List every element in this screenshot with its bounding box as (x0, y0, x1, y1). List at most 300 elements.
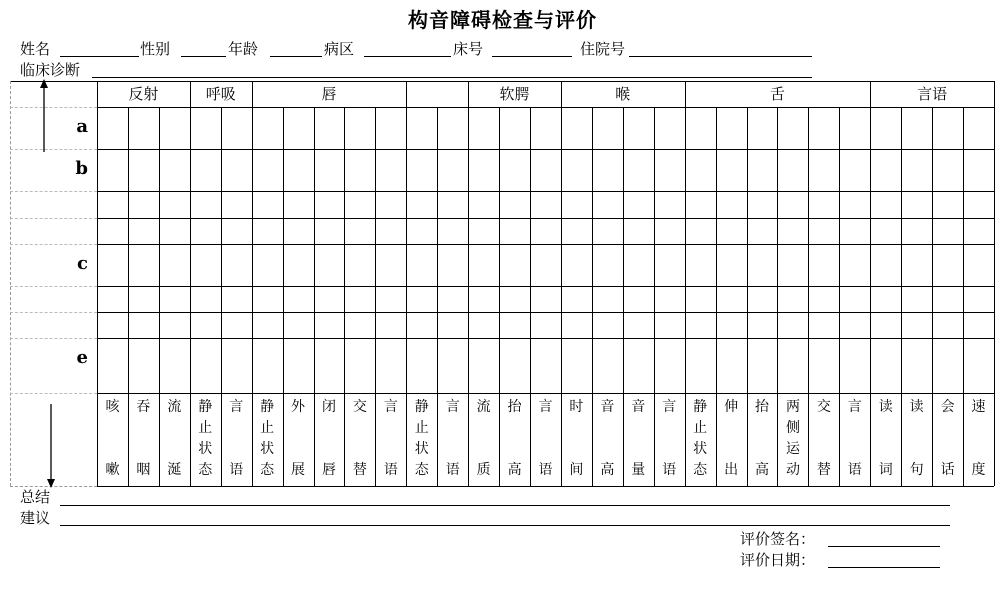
name-field[interactable] (60, 56, 139, 57)
score-cell[interactable] (406, 149, 437, 191)
score-cell[interactable] (561, 191, 592, 218)
score-cell[interactable] (468, 286, 499, 312)
score-cell[interactable] (963, 218, 994, 244)
score-cell[interactable] (159, 338, 190, 393)
score-cell[interactable] (839, 312, 870, 338)
score-cell[interactable] (375, 244, 406, 286)
score-cell[interactable] (283, 338, 314, 393)
score-cell[interactable] (592, 191, 623, 218)
score-cell[interactable] (839, 107, 870, 149)
score-cell[interactable] (252, 338, 283, 393)
score-cell[interactable] (870, 107, 901, 149)
score-cell[interactable] (932, 191, 963, 218)
score-cell[interactable] (499, 149, 530, 191)
score-cell[interactable] (252, 286, 283, 312)
admission-label: 住院号 (580, 40, 626, 58)
column-label-top: 言 (229, 399, 244, 415)
column-label-top: 抬 (755, 399, 770, 415)
gender-field[interactable] (181, 56, 226, 57)
grid-border-bottom (97, 486, 994, 487)
score-cell[interactable] (344, 244, 375, 286)
age-field[interactable] (270, 56, 322, 57)
score-cell[interactable] (747, 218, 778, 244)
column-label-char: 止 (414, 420, 429, 436)
score-cell[interactable] (406, 191, 437, 218)
score-cell[interactable] (221, 218, 252, 244)
grid-border-bottom-left (10, 486, 97, 487)
score-cell[interactable] (344, 218, 375, 244)
column-label-top: 言 (445, 399, 460, 415)
score-cell[interactable] (530, 107, 561, 149)
score-cell[interactable] (685, 244, 716, 286)
score-cell[interactable] (685, 191, 716, 218)
score-cell[interactable] (932, 149, 963, 191)
ward-field[interactable] (364, 56, 451, 57)
score-cell[interactable] (716, 149, 747, 191)
row-line-left (10, 312, 97, 313)
score-cell[interactable] (375, 107, 406, 149)
score-cell[interactable] (561, 218, 592, 244)
score-cell[interactable] (406, 244, 437, 286)
score-cell[interactable] (375, 191, 406, 218)
score-cell[interactable] (437, 286, 468, 312)
score-cell[interactable] (963, 338, 994, 393)
score-cell[interactable] (623, 244, 654, 286)
score-cell[interactable] (159, 312, 190, 338)
score-cell[interactable] (283, 244, 314, 286)
score-cell[interactable] (97, 191, 128, 218)
score-cell[interactable] (623, 286, 654, 312)
group-header: 反射 (128, 85, 159, 103)
score-cell[interactable] (932, 286, 963, 312)
score-cell[interactable] (592, 338, 623, 393)
column-label-bottom: 句 (909, 462, 924, 478)
score-cell[interactable] (901, 107, 932, 149)
score-cell[interactable] (963, 149, 994, 191)
score-cell[interactable] (530, 286, 561, 312)
score-cell[interactable] (190, 218, 221, 244)
score-cell[interactable] (128, 338, 159, 393)
score-cell[interactable] (654, 286, 685, 312)
group-divider (252, 81, 253, 107)
advice-field[interactable] (60, 525, 950, 526)
score-cell[interactable] (159, 107, 190, 149)
score-cell[interactable] (221, 244, 252, 286)
score-cell[interactable] (963, 107, 994, 149)
score-cell[interactable] (561, 107, 592, 149)
score-cell[interactable] (561, 149, 592, 191)
column-label-bottom: 唇 (321, 462, 336, 478)
column-label-top: 读 (878, 399, 893, 415)
score-cell[interactable] (777, 244, 808, 286)
score-cell[interactable] (777, 149, 808, 191)
grid-border-left (10, 81, 11, 486)
score-cell[interactable] (344, 107, 375, 149)
column-label-char: 止 (260, 420, 275, 436)
column-label-bottom: 质 (476, 462, 491, 478)
name-label: 姓名 (20, 40, 51, 58)
score-cell[interactable] (901, 312, 932, 338)
score-cell[interactable] (499, 218, 530, 244)
score-cell[interactable] (344, 149, 375, 191)
score-cell[interactable] (592, 149, 623, 191)
score-cell[interactable] (159, 218, 190, 244)
score-cell[interactable] (375, 312, 406, 338)
score-cell[interactable] (283, 312, 314, 338)
score-cell[interactable] (870, 312, 901, 338)
column-label-char: 状 (198, 441, 213, 457)
column-label-bottom: 话 (940, 462, 955, 478)
diagnosis-label: 临床诊断 (20, 61, 81, 79)
score-cell[interactable] (406, 312, 437, 338)
score-cell[interactable] (499, 338, 530, 393)
column-label-bottom: 高 (507, 462, 522, 478)
score-cell[interactable] (128, 312, 159, 338)
score-cell[interactable] (530, 191, 561, 218)
score-cell[interactable] (716, 286, 747, 312)
score-cell[interactable] (716, 218, 747, 244)
score-cell[interactable] (437, 149, 468, 191)
score-cell[interactable] (685, 286, 716, 312)
score-cell[interactable] (283, 107, 314, 149)
score-cell[interactable] (654, 149, 685, 191)
score-cell[interactable] (901, 244, 932, 286)
score-cell[interactable] (685, 312, 716, 338)
score-cell[interactable] (561, 286, 592, 312)
score-cell[interactable] (406, 286, 437, 312)
score-cell[interactable] (314, 286, 345, 312)
column-label-char: 状 (260, 441, 275, 457)
column-label-bottom: 展 (291, 462, 306, 478)
row-line-left (10, 218, 97, 219)
score-cell[interactable] (592, 244, 623, 286)
score-cell[interactable] (406, 107, 437, 149)
column-label-bottom: 量 (631, 462, 646, 478)
score-cell[interactable] (468, 149, 499, 191)
score-cell[interactable] (499, 107, 530, 149)
score-cell[interactable] (654, 107, 685, 149)
score-cell[interactable] (437, 107, 468, 149)
score-cell[interactable] (221, 107, 252, 149)
score-cell[interactable] (747, 244, 778, 286)
column-label-bottom: 语 (445, 462, 460, 478)
score-cell[interactable] (530, 312, 561, 338)
column-label-char: 状 (693, 441, 708, 457)
score-cell[interactable] (716, 312, 747, 338)
score-cell[interactable] (777, 107, 808, 149)
score-cell[interactable] (623, 338, 654, 393)
score-cell[interactable] (499, 191, 530, 218)
score-cell[interactable] (314, 244, 345, 286)
score-cell[interactable] (901, 218, 932, 244)
score-cell[interactable] (437, 244, 468, 286)
score-cell[interactable] (963, 244, 994, 286)
score-cell[interactable] (468, 338, 499, 393)
score-cell[interactable] (716, 191, 747, 218)
score-cell[interactable] (592, 107, 623, 149)
sign-field[interactable] (828, 546, 940, 547)
score-cell[interactable] (375, 286, 406, 312)
score-cell[interactable] (901, 191, 932, 218)
score-cell[interactable] (499, 286, 530, 312)
score-cell[interactable] (870, 244, 901, 286)
score-cell[interactable] (128, 244, 159, 286)
column-label-bottom: 语 (383, 462, 398, 478)
score-cell[interactable] (283, 149, 314, 191)
score-cell[interactable] (839, 338, 870, 393)
score-cell[interactable] (654, 218, 685, 244)
score-cell[interactable] (97, 312, 128, 338)
score-cell[interactable] (283, 286, 314, 312)
column-label-bottom: 替 (816, 462, 831, 478)
score-cell[interactable] (406, 218, 437, 244)
score-cell[interactable] (623, 218, 654, 244)
score-cell[interactable] (128, 218, 159, 244)
score-cell[interactable] (159, 149, 190, 191)
score-cell[interactable] (252, 191, 283, 218)
score-cell[interactable] (777, 286, 808, 312)
score-cell[interactable] (623, 312, 654, 338)
score-cell[interactable] (252, 107, 283, 149)
score-cell[interactable] (252, 312, 283, 338)
score-cell[interactable] (932, 244, 963, 286)
score-cell[interactable] (530, 338, 561, 393)
score-cell[interactable] (499, 244, 530, 286)
score-cell[interactable] (963, 191, 994, 218)
score-cell[interactable] (623, 149, 654, 191)
summary-label: 总结 (20, 488, 51, 506)
score-cell[interactable] (654, 312, 685, 338)
diagnosis-field[interactable] (92, 77, 812, 78)
score-cell[interactable] (808, 149, 839, 191)
score-cell[interactable] (314, 312, 345, 338)
score-cell[interactable] (747, 191, 778, 218)
score-cell[interactable] (437, 191, 468, 218)
score-cell[interactable] (685, 338, 716, 393)
score-cell[interactable] (468, 218, 499, 244)
group-header: 呼吸 (205, 85, 236, 103)
score-cell[interactable] (406, 338, 437, 393)
score-cell[interactable] (190, 191, 221, 218)
bed-field[interactable] (492, 56, 572, 57)
score-cell[interactable] (808, 312, 839, 338)
column-label-top: 言 (662, 399, 677, 415)
score-cell[interactable] (747, 149, 778, 191)
column-label-top: 言 (847, 399, 862, 415)
score-cell[interactable] (344, 338, 375, 393)
summary-field[interactable] (60, 505, 950, 506)
column-label-top: 闭 (321, 399, 336, 415)
score-cell[interactable] (221, 191, 252, 218)
column-label-char: 两 (785, 399, 800, 415)
score-cell[interactable] (592, 312, 623, 338)
score-cell[interactable] (468, 312, 499, 338)
score-cell[interactable] (190, 338, 221, 393)
score-cell[interactable] (839, 218, 870, 244)
score-cell[interactable] (437, 312, 468, 338)
score-cell[interactable] (932, 312, 963, 338)
score-cell[interactable] (777, 191, 808, 218)
column-label-top: 咳 (105, 399, 120, 415)
score-cell[interactable] (808, 286, 839, 312)
score-cell[interactable] (963, 286, 994, 312)
score-cell[interactable] (870, 149, 901, 191)
score-cell[interactable] (97, 218, 128, 244)
score-cell[interactable] (190, 312, 221, 338)
score-cell[interactable] (159, 191, 190, 218)
score-cell[interactable] (747, 107, 778, 149)
score-cell[interactable] (159, 244, 190, 286)
score-cell[interactable] (685, 107, 716, 149)
score-cell[interactable] (314, 218, 345, 244)
score-cell[interactable] (561, 312, 592, 338)
score-cell[interactable] (314, 149, 345, 191)
score-cell[interactable] (128, 191, 159, 218)
score-cell[interactable] (870, 191, 901, 218)
score-cell[interactable] (747, 286, 778, 312)
score-cell[interactable] (839, 244, 870, 286)
score-cell[interactable] (747, 312, 778, 338)
score-cell[interactable] (932, 218, 963, 244)
score-cell[interactable] (901, 338, 932, 393)
score-cell[interactable] (530, 218, 561, 244)
score-cell[interactable] (97, 286, 128, 312)
score-cell[interactable] (375, 218, 406, 244)
score-cell[interactable] (530, 149, 561, 191)
score-cell[interactable] (468, 191, 499, 218)
column-label-char: 动 (785, 462, 800, 478)
score-cell[interactable] (437, 338, 468, 393)
score-cell[interactable] (375, 149, 406, 191)
score-cell[interactable] (839, 286, 870, 312)
score-cell[interactable] (870, 286, 901, 312)
score-cell[interactable] (623, 107, 654, 149)
score-cell[interactable] (344, 286, 375, 312)
score-cell[interactable] (870, 338, 901, 393)
score-cell[interactable] (777, 338, 808, 393)
score-cell[interactable] (654, 244, 685, 286)
column-label-bottom: 高 (755, 462, 770, 478)
score-cell[interactable] (685, 149, 716, 191)
admission-field[interactable] (629, 56, 812, 57)
score-cell[interactable] (159, 286, 190, 312)
score-cell[interactable] (654, 338, 685, 393)
score-cell[interactable] (808, 107, 839, 149)
score-cell[interactable] (252, 149, 283, 191)
score-cell[interactable] (468, 107, 499, 149)
score-cell[interactable] (221, 312, 252, 338)
score-cell[interactable] (344, 312, 375, 338)
score-cell[interactable] (623, 191, 654, 218)
score-cell[interactable] (344, 191, 375, 218)
score-cell[interactable] (437, 218, 468, 244)
score-cell[interactable] (190, 286, 221, 312)
score-cell[interactable] (808, 191, 839, 218)
score-cell[interactable] (530, 244, 561, 286)
score-cell[interactable] (777, 218, 808, 244)
score-cell[interactable] (592, 218, 623, 244)
group-divider (561, 81, 562, 107)
score-cell[interactable] (252, 218, 283, 244)
date-label: 评价日期： (740, 551, 816, 569)
score-cell[interactable] (716, 244, 747, 286)
score-cell[interactable] (901, 149, 932, 191)
score-cell[interactable] (283, 218, 314, 244)
score-cell[interactable] (592, 286, 623, 312)
score-cell[interactable] (252, 244, 283, 286)
score-cell[interactable] (870, 218, 901, 244)
score-cell[interactable] (808, 244, 839, 286)
score-cell[interactable] (808, 218, 839, 244)
score-cell[interactable] (190, 244, 221, 286)
date-field[interactable] (828, 567, 940, 568)
score-cell[interactable] (128, 149, 159, 191)
score-cell[interactable] (97, 338, 128, 393)
score-cell[interactable] (97, 149, 128, 191)
score-cell[interactable] (375, 338, 406, 393)
column-label-top: 流 (167, 399, 182, 415)
score-cell[interactable] (314, 191, 345, 218)
score-cell[interactable] (221, 286, 252, 312)
column-label-top: 交 (352, 399, 367, 415)
score-cell[interactable] (839, 191, 870, 218)
column-label-bottom: 语 (229, 462, 244, 478)
score-cell[interactable] (97, 107, 128, 149)
row-line-left (10, 191, 97, 192)
score-cell[interactable] (963, 312, 994, 338)
row-label-e: e (76, 347, 88, 368)
score-cell[interactable] (468, 244, 499, 286)
score-cell[interactable] (932, 338, 963, 393)
score-cell[interactable] (97, 244, 128, 286)
score-cell[interactable] (221, 149, 252, 191)
score-cell[interactable] (716, 338, 747, 393)
column-label-bottom: 高 (600, 462, 615, 478)
row-line (97, 393, 994, 394)
score-cell[interactable] (499, 312, 530, 338)
score-cell[interactable] (901, 286, 932, 312)
score-cell[interactable] (561, 244, 592, 286)
column-label-char: 态 (414, 462, 429, 478)
score-cell[interactable] (283, 191, 314, 218)
column-label-top: 音 (631, 399, 646, 415)
grid-border-right (994, 81, 995, 486)
score-cell[interactable] (808, 338, 839, 393)
score-cell[interactable] (932, 107, 963, 149)
score-cell[interactable] (221, 338, 252, 393)
score-cell[interactable] (190, 149, 221, 191)
score-cell[interactable] (128, 286, 159, 312)
bed-label: 床号 (453, 40, 484, 58)
score-cell[interactable] (839, 149, 870, 191)
score-cell[interactable] (654, 191, 685, 218)
score-cell[interactable] (561, 338, 592, 393)
score-cell[interactable] (747, 338, 778, 393)
score-cell[interactable] (777, 312, 808, 338)
score-cell[interactable] (716, 107, 747, 149)
score-cell[interactable] (314, 338, 345, 393)
score-cell[interactable] (190, 107, 221, 149)
row-label-b: b (75, 158, 88, 179)
age-label: 年龄 (228, 40, 259, 58)
group-divider (870, 81, 871, 107)
score-cell[interactable] (314, 107, 345, 149)
score-cell[interactable] (128, 107, 159, 149)
group-header: 喉 (615, 85, 631, 103)
group-divider (190, 81, 191, 107)
score-cell[interactable] (685, 218, 716, 244)
column-label-top: 流 (476, 399, 491, 415)
